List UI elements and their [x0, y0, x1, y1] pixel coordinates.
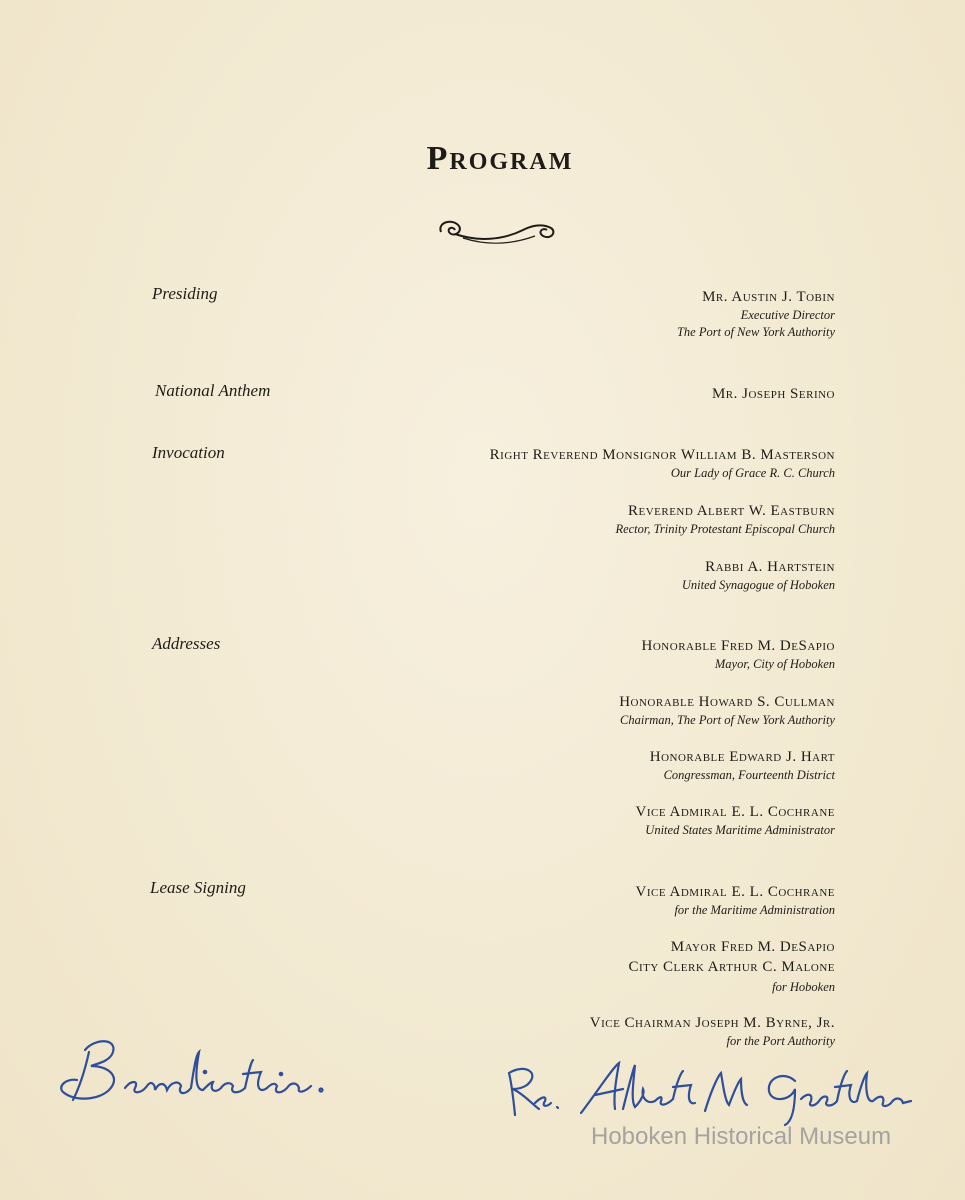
entry-role: United Synagogue of Hoboken	[681, 578, 835, 592]
entry-role: Rector, Trinity Protestant Episcopal Church	[615, 522, 835, 536]
entry-masterson	[490, 445, 835, 482]
entry-name: Vice Chairman Joseph M. Byrne, Jr.	[589, 1015, 835, 1031]
entry-role: Executive Director	[740, 308, 835, 322]
entry-tobin	[677, 287, 835, 341]
entry-name: Honorable Howard S. Cullman	[619, 694, 835, 710]
entry-eastburn	[615, 501, 835, 538]
label-presiding: Presiding	[152, 284, 218, 303]
entry-cochrane	[636, 802, 835, 839]
entry-name: Rabbi A. Hartstein	[705, 559, 835, 575]
entry-name: Honorable Fred M. DeSapio	[641, 638, 835, 654]
entry-hart	[650, 747, 835, 784]
entry-role: Congressman, Fourteenth District	[663, 768, 835, 782]
entry-role: Chairman, The Port of New York Authority	[620, 713, 835, 727]
entry-role: United States Maritime Administrator	[645, 823, 835, 837]
entry-name: Mayor Fred M. DeSapio	[670, 939, 835, 955]
handwritten-signature-eastburn	[495, 1045, 915, 1130]
entry-lease-cochrane	[636, 882, 835, 919]
label-lease-signing: Lease Signing	[150, 878, 246, 897]
entry-desapio	[642, 636, 835, 673]
entry-name: Vice Admiral E. L. Cochrane	[635, 884, 835, 900]
entry-role: Our Lady of Grace R. C. Church	[670, 466, 835, 480]
entry-name: Vice Admiral E. L. Cochrane	[635, 804, 835, 820]
entry-serino	[712, 384, 835, 404]
handwritten-benediction	[55, 1030, 335, 1115]
entry-role: for Hoboken	[772, 980, 835, 994]
entry-name: Right Reverend Monsignor William B. Masterson	[489, 447, 835, 463]
entry-hartstein	[682, 557, 835, 594]
entry-role: Mayor, City of Hoboken	[714, 657, 835, 671]
watermark: Hoboken Historical Museum	[591, 1123, 892, 1150]
entry-role: for the Port Authority	[726, 1034, 835, 1048]
entry-name: Mr. Joseph Serino	[711, 386, 835, 402]
entry-name: Reverend Albert W. Eastburn	[627, 503, 835, 519]
entry-cullman	[619, 692, 835, 729]
label-addresses: Addresses	[152, 634, 221, 653]
label-invocation: Invocation	[152, 443, 225, 462]
entry-lease-hoboken	[628, 937, 835, 996]
entry-role: for the Maritime Administration	[674, 903, 835, 917]
entry-name: Mr. Austin J. Tobin	[702, 289, 835, 305]
entry-name: City Clerk Arthur C. Malone	[628, 959, 835, 975]
entry-role: The Port of New York Authority	[676, 325, 835, 339]
scroll-ornament-icon	[433, 210, 563, 250]
entry-name: Honorable Edward J. Hart	[649, 749, 835, 765]
page-title: Program	[426, 140, 574, 177]
label-national-anthem: National Anthem	[155, 381, 271, 400]
